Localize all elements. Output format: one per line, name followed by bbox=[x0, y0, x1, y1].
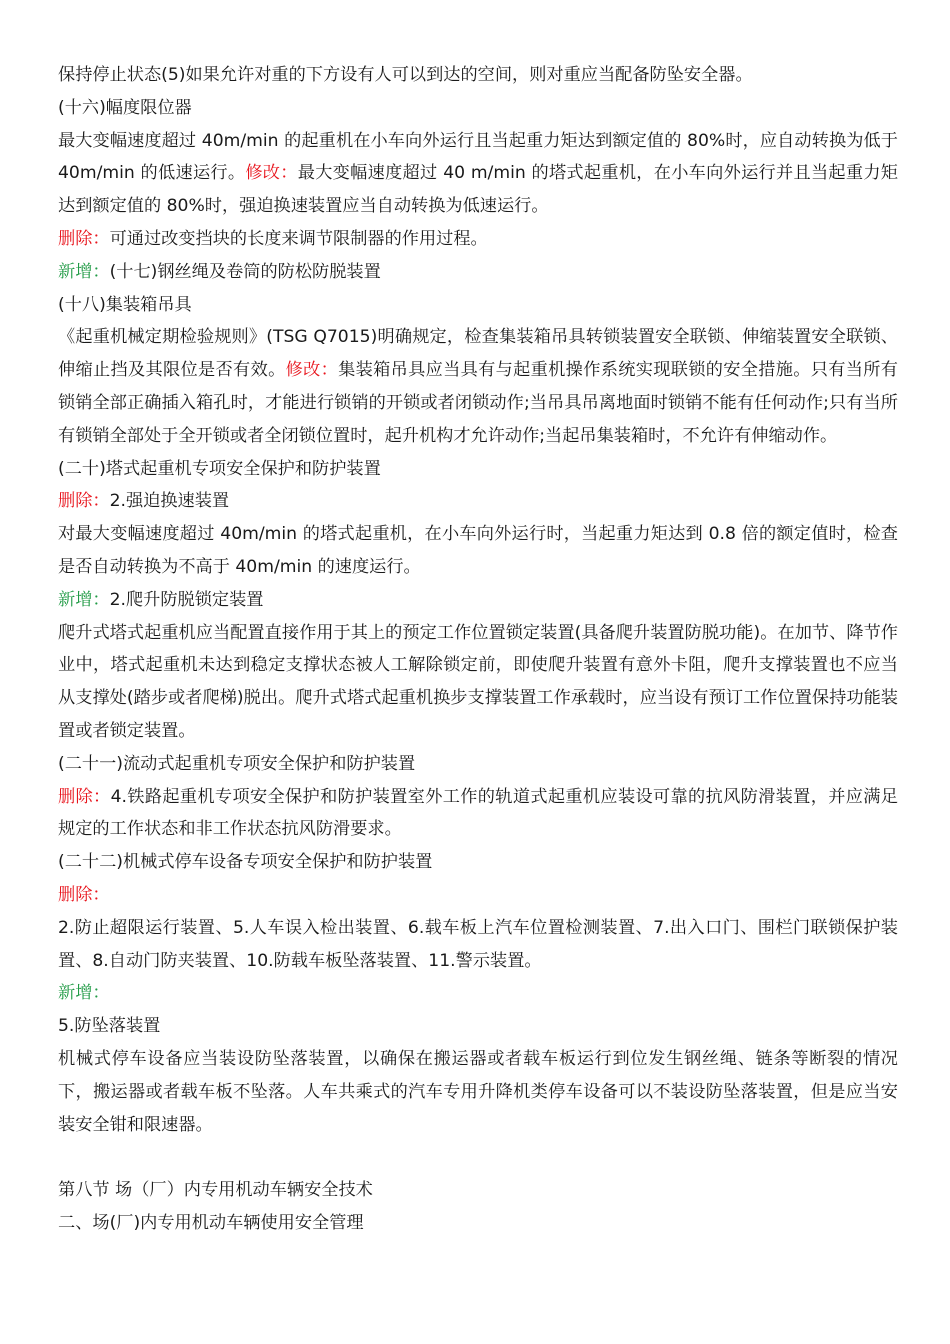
paragraph: 2.防止超限运行装置、5.人车误入检出装置、6.载车板上汽车位置检测装置、7.出入口门、围栏门联锁保护装置、8.自动门防夹装置、10.防载车板坠落装置、11.警示装置。 bbox=[58, 917, 898, 971]
add-label: 新增： bbox=[58, 983, 110, 1004]
paragraph: 删除：2.强迫换速装置 bbox=[58, 491, 230, 512]
paragraph: 对最大变幅速度超过 40m/min 的塔式起重机，在小车向外运行时，当起重力矩达到 0.8 倍的额定值时，检查是否自动转换为不高于 40m/min 的速度运行。 bbox=[58, 524, 898, 577]
paragraph: 新增：2.爬升防脱锁定装置 bbox=[58, 589, 264, 610]
section-heading: 5.防坠落装置 bbox=[58, 1016, 161, 1037]
section-heading: (二十二)机械式停车设备专项安全保护和防护装置 bbox=[58, 852, 433, 873]
add-label: 新增： bbox=[58, 589, 110, 610]
add-label: 新增： bbox=[58, 261, 110, 282]
section-heading: 二、场(厂)内专用机动车辆使用安全管理 bbox=[58, 1212, 364, 1233]
delete-label: 删除： bbox=[58, 786, 111, 807]
document-body bbox=[58, 59, 898, 1240]
paragraph bbox=[58, 977, 898, 1010]
paragraph: 删除：4.铁路起重机专项安全保护和防护装置室外工作的轨道式起重机应装设可靠的抗风防滑装置，并应满足规定的工作状态和非工作状态抗风防滑要求。 bbox=[58, 786, 898, 840]
delete-label: 删除： bbox=[58, 491, 110, 512]
modify-label: 修改： bbox=[245, 163, 298, 184]
delete-label: 删除： bbox=[58, 884, 110, 905]
paragraph: 《起重机械定期检验规则》(TSG Q7015)明确规定，检查集装箱吊具转锁装置安全联锁、伸缩装置安全联锁、伸缩止挡及其限位是否有效。修改：集装箱吊具应当具有与起重机操作系统实现联锁的安全措施。只有当所有锁销全部正确插入箱孔时，才能进行锁销的开锁或者闭锁动作;当吊具吊离地面时锁销不能有任何动作;只有当所有锁销全部处于全开锁或者全闭锁位置时，起升机构才允许动作;当起吊集装箱时，不允许有伸缩动作。 bbox=[58, 327, 898, 446]
chapter-heading: 第八节 场（厂）内专用机动车辆安全技术 bbox=[58, 1180, 373, 1201]
modify-label: 修改： bbox=[285, 360, 339, 381]
paragraph: 保持停止状态(5)如果允许对重的下方设有人可以到达的空间，则对重应当配备防坠安全器。 bbox=[58, 65, 753, 85]
paragraph: 新增：(十七)钢丝绳及卷筒的防松防脱装置 bbox=[58, 261, 381, 282]
paragraph: 最大变幅速度超过 40m/min 的起重机在小车向外运行且当起重力矩达到额定值的 80%时，应自动转换为低于 40m/min 的低速运行。修改：最大变幅速度超过 40 m/min 的塔式起重机，在小车向外运行并且当起重力矩达到额定值的 80%时，强迫换速装置应当自动转换为低速运行。 bbox=[58, 130, 898, 217]
section-heading: (十八)集装箱吊具 bbox=[58, 294, 192, 315]
paragraph: 机械式停车设备应当装设防坠落装置，以确保在搬运器或者载车板运行到位发生钢丝绳、链条等断裂的情况下，搬运器或者载车板不坠落。人车共乘式的汽车专用升降机类停车设备可以不装设防坠落装置，但是应当安装安全钳和限速器。 bbox=[58, 1048, 898, 1135]
paragraph bbox=[58, 879, 898, 912]
section-heading: (二十一)流动式起重机专项安全保护和防护装置 bbox=[58, 753, 416, 774]
section-heading: (二十)塔式起重机专项安全保护和防护装置 bbox=[58, 458, 381, 479]
paragraph: 爬升式塔式起重机应当配置直接作用于其上的预定工作位置锁定装置(具备爬升装置防脱功能)。在加节、降节作业中，塔式起重机未达到稳定支撑状态被人工解除锁定前，即使爬升装置有意外卡阻，爬升支撑装置也不应当从支撑处(踏步或者爬梯)脱出。爬升式塔式起重机换步支撑装置工作承载时，应当设有预订工作位置保持功能装置或者锁定装置。 bbox=[58, 622, 898, 741]
section-heading: (十六)幅度限位器 bbox=[58, 97, 192, 118]
paragraph: 删除：可通过改变挡块的长度来调节限制器的作用过程。 bbox=[58, 228, 488, 249]
delete-label: 删除： bbox=[58, 228, 110, 249]
blank-line bbox=[58, 1141, 898, 1174]
